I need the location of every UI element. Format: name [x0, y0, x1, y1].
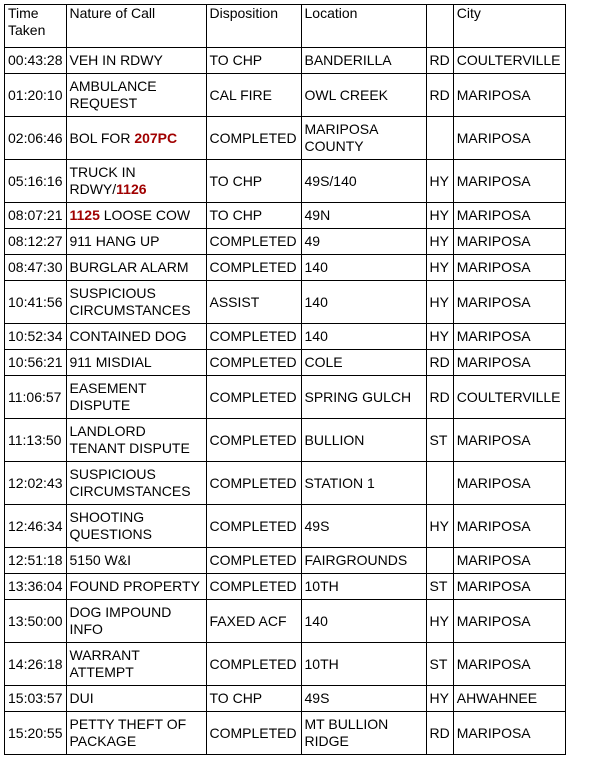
table-row: [5, 281, 566, 324]
cell-time: 12:46:34: [5, 505, 67, 548]
cell-suffix: HY: [426, 160, 453, 203]
table-row: [5, 686, 566, 712]
cell-location: STATION 1: [301, 462, 426, 505]
nature-text: SUSPICIOUS CIRCUMSTANCES: [69, 285, 191, 318]
table-row: [5, 376, 566, 419]
cell-nature: [66, 419, 206, 462]
cell-suffix: RD: [426, 712, 453, 755]
table-row: [5, 505, 566, 548]
cell-suffix: HY: [426, 505, 453, 548]
cell-disposition: COMPLETED: [206, 255, 301, 281]
nature-text: DUI: [69, 690, 94, 706]
cell-nature: [66, 203, 206, 229]
cell-city: MARIPOSA: [453, 255, 565, 281]
cell-location: BULLION: [301, 419, 426, 462]
cell-time: 14:26:18: [5, 643, 67, 686]
cell-suffix: [426, 117, 453, 160]
cell-time: 11:06:57: [5, 376, 67, 419]
cell-city: MARIPOSA: [453, 600, 565, 643]
cell-location: FAIRGROUNDS: [301, 548, 426, 574]
cell-location: MARIPOSA COUNTY: [301, 117, 426, 160]
cell-suffix: RD: [426, 376, 453, 419]
table-row: [5, 600, 566, 643]
table-row: [5, 74, 566, 117]
cell-suffix: HY: [426, 324, 453, 350]
header-nature: Nature of Call: [66, 5, 206, 48]
cell-nature: [66, 600, 206, 643]
table-row: [5, 350, 566, 376]
table-row: [5, 160, 566, 203]
cell-location: 10TH: [301, 574, 426, 600]
cell-suffix: ST: [426, 643, 453, 686]
cell-disposition: TO CHP: [206, 160, 301, 203]
table-row: [5, 48, 566, 74]
cell-nature: [66, 281, 206, 324]
cell-disposition: COMPLETED: [206, 548, 301, 574]
nature-text: FOUND PROPERTY: [69, 578, 200, 594]
cell-nature: [66, 505, 206, 548]
cell-location: 140: [301, 255, 426, 281]
cell-city: MARIPOSA: [453, 643, 565, 686]
cell-disposition: COMPLETED: [206, 229, 301, 255]
cell-disposition: COMPLETED: [206, 419, 301, 462]
nature-text: VEH IN RDWY: [69, 52, 163, 68]
header-time: Time Taken: [5, 5, 67, 48]
table-body: [5, 48, 566, 755]
call-code: 1125: [69, 207, 100, 223]
cell-city: MARIPOSA: [453, 350, 565, 376]
cell-time: 02:06:46: [5, 117, 67, 160]
cell-disposition: TO CHP: [206, 48, 301, 74]
cell-suffix: [426, 548, 453, 574]
cell-time: 12:51:18: [5, 548, 67, 574]
nature-text: PETTY THEFT OF PACKAGE: [69, 716, 187, 749]
nature-text: SUSPICIOUS CIRCUMSTANCES: [69, 466, 191, 499]
nature-text: BOL FOR: [69, 129, 135, 146]
nature-text: BURGLAR ALARM: [69, 259, 189, 275]
header-city: City: [453, 5, 565, 48]
nature-text: TRUCK IN RDWY/: [69, 164, 136, 197]
cell-location: MT BULLION RIDGE: [301, 712, 426, 755]
nature-text: SHOOTING QUESTIONS: [69, 509, 152, 542]
cell-nature: [66, 350, 206, 376]
cell-time: 15:03:57: [5, 686, 67, 712]
nature-text: EASEMENT DISPUTE: [69, 380, 147, 413]
cell-disposition: COMPLETED: [206, 712, 301, 755]
cell-time: 12:02:43: [5, 462, 67, 505]
cell-location: 140: [301, 281, 426, 324]
cell-city: COULTERVILLE: [453, 48, 565, 74]
cell-time: 05:16:16: [5, 160, 67, 203]
cell-time: 08:07:21: [5, 203, 67, 229]
cell-disposition: COMPLETED: [206, 117, 301, 160]
cell-nature: [66, 160, 206, 203]
nature-text: 911 HANG UP: [69, 233, 160, 249]
cell-disposition: TO CHP: [206, 203, 301, 229]
cell-time: 10:41:56: [5, 281, 67, 324]
table-row: [5, 229, 566, 255]
cell-city: MARIPOSA: [453, 324, 565, 350]
table-row: [5, 419, 566, 462]
nature-text: WARRANT ATTEMPT: [69, 647, 140, 680]
cell-city: MARIPOSA: [453, 505, 565, 548]
cell-location: COLE: [301, 350, 426, 376]
cell-disposition: COMPLETED: [206, 574, 301, 600]
cell-nature: [66, 643, 206, 686]
cell-nature: [66, 376, 206, 419]
cell-suffix: HY: [426, 229, 453, 255]
cell-time: 13:50:00: [5, 600, 67, 643]
table-row: [5, 324, 566, 350]
cell-suffix: HY: [426, 281, 453, 324]
header-suffix: [426, 5, 453, 48]
cell-nature: [66, 255, 206, 281]
call-code: 207PC: [134, 129, 178, 146]
header-row: [5, 5, 566, 48]
cell-disposition: COMPLETED: [206, 462, 301, 505]
cell-location: OWL CREEK: [301, 74, 426, 117]
cell-city: MARIPOSA: [453, 462, 565, 505]
cell-time: 00:43:28: [5, 48, 67, 74]
cell-disposition: COMPLETED: [206, 324, 301, 350]
nature-text: 5150 W&I: [69, 552, 131, 568]
table-row: [5, 255, 566, 281]
cell-nature: [66, 324, 206, 350]
cell-nature: [66, 574, 206, 600]
cell-city: COULTERVILLE: [453, 376, 565, 419]
table-row: [5, 643, 566, 686]
cell-suffix: RD: [426, 350, 453, 376]
call-log-table: [4, 4, 566, 755]
table-row: [5, 462, 566, 505]
cell-location: SPRING GULCH: [301, 376, 426, 419]
cell-disposition: TO CHP: [206, 686, 301, 712]
cell-time: 08:47:30: [5, 255, 67, 281]
cell-suffix: HY: [426, 255, 453, 281]
cell-time: 11:13:50: [5, 419, 67, 462]
cell-city: MARIPOSA: [453, 712, 565, 755]
cell-city: MARIPOSA: [453, 117, 565, 160]
header-location: Location: [301, 5, 426, 48]
cell-suffix: HY: [426, 203, 453, 229]
cell-time: 15:20:55: [5, 712, 67, 755]
cell-suffix: RD: [426, 74, 453, 117]
call-code: 1126: [116, 181, 147, 197]
cell-location: 10TH: [301, 643, 426, 686]
cell-city: MARIPOSA: [453, 419, 565, 462]
cell-disposition: COMPLETED: [206, 350, 301, 376]
cell-city: AHWAHNEE: [453, 686, 565, 712]
table-row: [5, 117, 566, 160]
cell-city: MARIPOSA: [453, 229, 565, 255]
nature-text: CONTAINED DOG: [69, 328, 187, 344]
cell-time: 13:36:04: [5, 574, 67, 600]
cell-time: 10:56:21: [5, 350, 67, 376]
nature-text: LOOSE COW: [99, 207, 191, 223]
cell-suffix: RD: [426, 48, 453, 74]
cell-nature: [66, 117, 206, 160]
cell-suffix: HY: [426, 686, 453, 712]
cell-location: 140: [301, 600, 426, 643]
cell-nature: [66, 712, 206, 755]
table-row: [5, 712, 566, 755]
cell-city: MARIPOSA: [453, 548, 565, 574]
table-row: [5, 548, 566, 574]
cell-suffix: ST: [426, 419, 453, 462]
cell-location: 49N: [301, 203, 426, 229]
cell-time: 01:20:10: [5, 74, 67, 117]
cell-disposition: FAXED ACF: [206, 600, 301, 643]
cell-location: 49S: [301, 505, 426, 548]
cell-time: 08:12:27: [5, 229, 67, 255]
cell-location: 140: [301, 324, 426, 350]
table-row: [5, 203, 566, 229]
cell-nature: [66, 462, 206, 505]
nature-text: DOG IMPOUND INFO: [69, 604, 172, 637]
nature-text: 911 MISDIAL: [69, 354, 152, 370]
cell-disposition: COMPLETED: [206, 376, 301, 419]
cell-suffix: HY: [426, 600, 453, 643]
cell-location: 49S: [301, 686, 426, 712]
cell-nature: [66, 229, 206, 255]
cell-location: 49: [301, 229, 426, 255]
cell-city: MARIPOSA: [453, 74, 565, 117]
cell-disposition: CAL FIRE: [206, 74, 301, 117]
call-log: [4, 4, 566, 755]
cell-city: MARIPOSA: [453, 160, 565, 203]
cell-city: MARIPOSA: [453, 574, 565, 600]
header-disposition: Disposition: [206, 5, 301, 48]
cell-suffix: [426, 462, 453, 505]
nature-text: AMBULANCE REQUEST: [69, 78, 157, 111]
cell-nature: [66, 686, 206, 712]
cell-nature: [66, 74, 206, 117]
cell-disposition: COMPLETED: [206, 505, 301, 548]
nature-text: LANDLORD TENANT DISPUTE: [69, 423, 190, 456]
cell-suffix: ST: [426, 574, 453, 600]
cell-location: BANDERILLA: [301, 48, 426, 74]
cell-city: MARIPOSA: [453, 203, 565, 229]
cell-city: MARIPOSA: [453, 281, 565, 324]
cell-time: 10:52:34: [5, 324, 67, 350]
table-row: [5, 574, 566, 600]
cell-nature: [66, 548, 206, 574]
cell-disposition: COMPLETED: [206, 643, 301, 686]
cell-disposition: ASSIST: [206, 281, 301, 324]
cell-location: 49S/140: [301, 160, 426, 203]
cell-nature: [66, 48, 206, 74]
